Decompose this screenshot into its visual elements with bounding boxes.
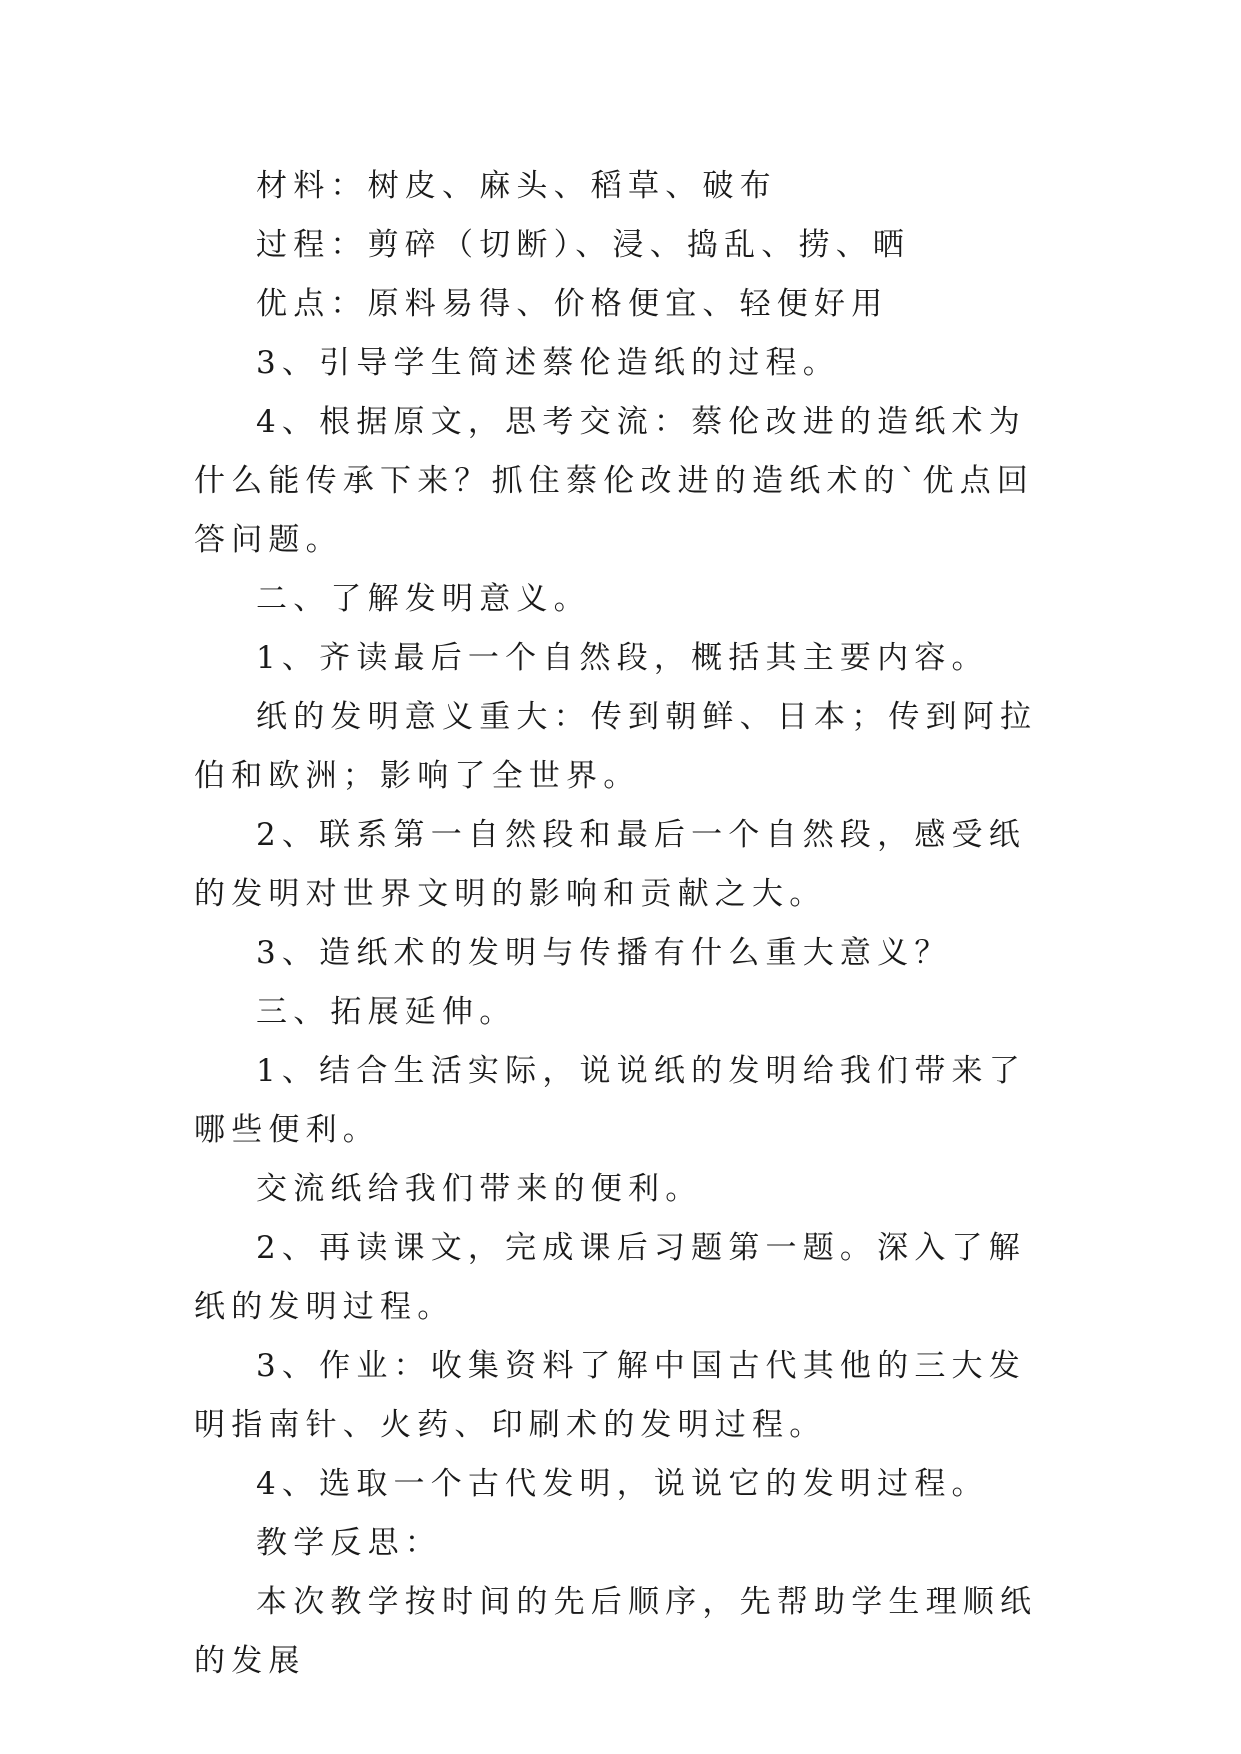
paragraph-reread: 2、再读课文，完成课后习题第一题。深入了解纸的发明过程。 [194,1230,1026,1325]
paragraph-materials: 材料：树皮、麻头、稻草、破布 [256,168,777,204]
document-body [194,157,1054,1691]
paragraph-significance: 纸的发明意义重大：传到朝鲜、日本；传到阿拉伯和欧洲；影响了全世界。 [194,699,1038,794]
paragraph-step-3: 3、引导学生简述蔡伦造纸的过程。 [256,345,840,381]
paragraph-process: 过程：剪碎（切断）、浸、捣乱、捞、晒 [256,227,911,263]
paragraph-read-last: 1、齐读最后一个自然段，概括其主要内容。 [256,640,989,676]
section-heading-2: 二、了解发明意义。 [256,581,591,617]
paragraph-step-4: 4、根据原文，思考交流：蔡伦改进的造纸术为什么能传承下来？抓住蔡伦改进的造纸术的`优点回答问题。 [194,404,1035,558]
paragraph-advantages: 优点：原料易得、价格便宜、轻便好用 [256,286,889,322]
paragraph-connect: 2、联系第一自然段和最后一个自然段，感受纸的发明对世界文明的影响和贡献之大。 [194,817,1026,912]
paragraph-question: 3、造纸术的发明与传播有什么重大意义？ [256,935,952,971]
paragraph-homework: 3、作业：收集资料了解中国古代其他的三大发明指南针、火药、印刷术的发明过程。 [194,1348,1026,1443]
paragraph-life: 1、结合生活实际，说说纸的发明给我们带来了哪些便利。 [194,1053,1026,1148]
section-heading-3: 三、拓展延伸。 [256,994,517,1030]
paragraph-exchange: 交流纸给我们带来的便利。 [256,1171,703,1207]
section-heading-reflection: 教学反思： [256,1525,442,1561]
paragraph-reflection: 本次教学按时间的先后顺序，先帮助学生理顺纸的发展 [194,1584,1038,1679]
paragraph-choose: 4、选取一个古代发明，说说它的发明过程。 [256,1466,989,1502]
